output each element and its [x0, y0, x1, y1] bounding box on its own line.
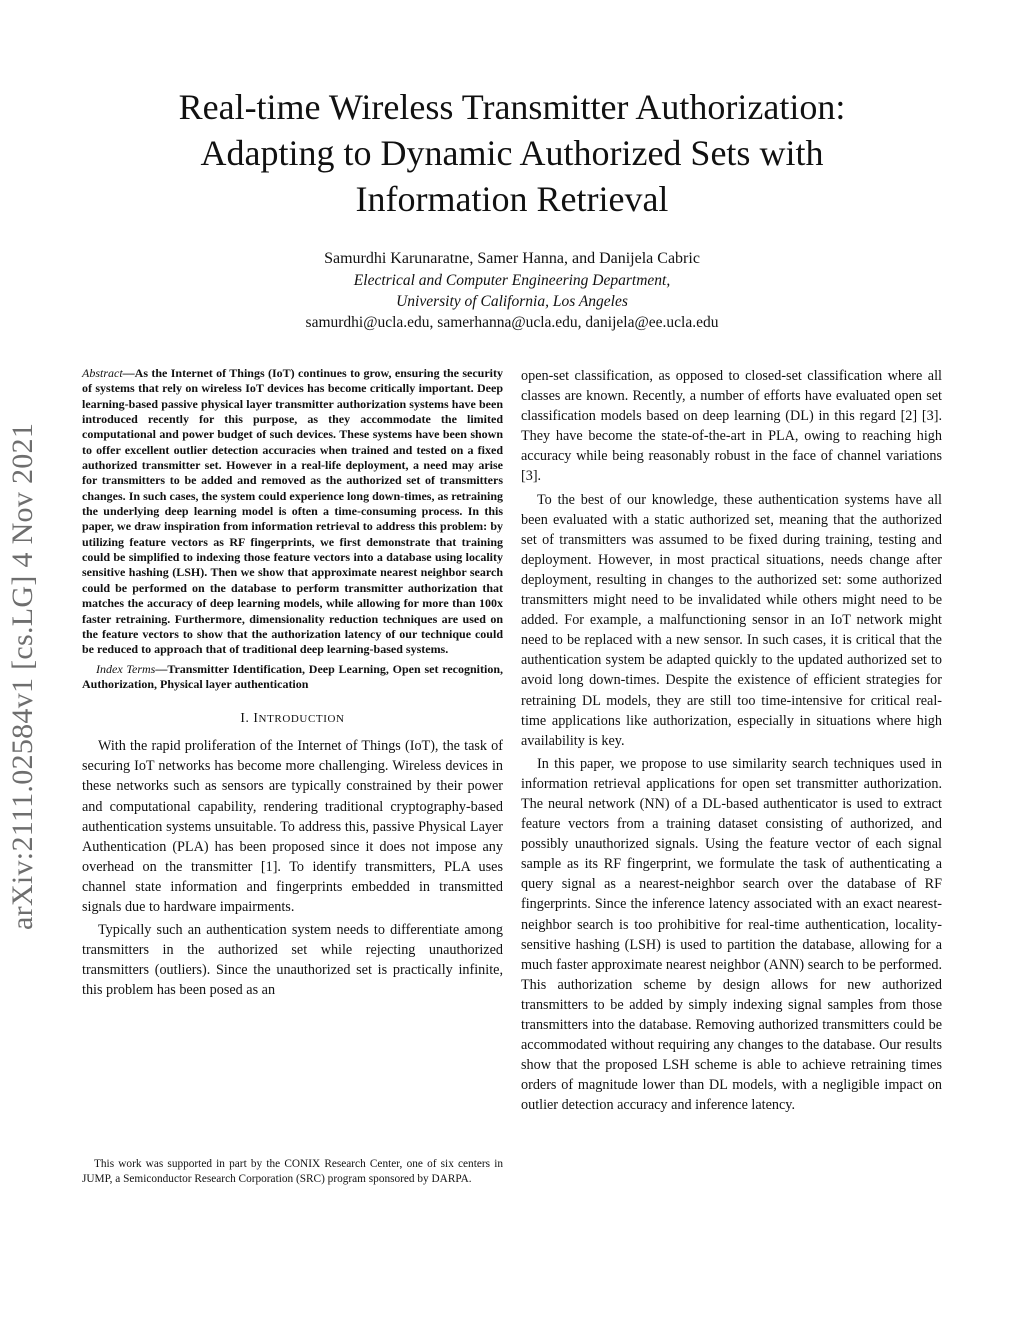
- right-column: [521, 366, 942, 1115]
- affiliation-line: Electrical and Computer Engineering Department,: [353, 272, 671, 289]
- abstract: [82, 366, 503, 658]
- footnote: This work was supported in part by the CONIX Research Center, one of six centers in JUMP, a Semiconductor Research Corporation (SRC) program sponsored by DARPA.: [82, 1158, 503, 1185]
- arxiv-stamp: arXiv:2111.02584v1 [cs.LG] 4 Nov 2021: [6, 422, 39, 930]
- title-line: Information Retrieval: [355, 179, 669, 219]
- left-column: [82, 366, 503, 1000]
- body-paragraph: In this paper, we propose to use similarity search techniques used in information retrieval applications for open set transmitter authorization. The neural network (NN) of a DL-based authenticator is used to extract feature vectors from a training dataset consisting of authorized, and possibly unauthorized signals. Using the feature vector of each signal sample as its RF fingerprint, we formulate the task of authenticating a query signal as a nearest-neighbor search over the database of RF fingerprints. Since the inference latency associated with an exact nearest-neighbor search is too prohibitive for real-time authentication, locality-sensitive hashing (LSH) is used to partition the database, allowing for a much faster approximate nearest neighbor (ANN) search to be performed. This authorization scheme by design allows for new authorized transmitters to be added by simply indexing signal samples from those transmitters into the database. Removing authorized transmitters could be accommodated without requiring any changes to the database. Our results show that the proposed LSH scheme is able to achieve retraining times orders of magnitude lower than DL models, with a negligible impact on outlier detection accuracy and inference latency.: [521, 755, 942, 1114]
- title-line: Real-time Wireless Transmitter Authorization:: [178, 87, 846, 127]
- body-paragraph: Typically such an authentication system needs to differentiate among transmitters in the authorized set while rejecting unauthorized transmitters (outliers). Since the unauthorized set is practically infinite, this problem has been posed as an: [82, 922, 503, 999]
- section-numeral: I. I: [240, 710, 259, 726]
- body-paragraph: open-set classification, as opposed to closed-set classification where all classes are known. Recently, a number of efforts have evaluated open set classification models based on deep learning (DL) in this regard [2] [3]. They have become the state-of-the-art in PLA, owing to reaching high accuracy while being reasonably robust in the face of channel variations [3].: [521, 368, 942, 485]
- abstract-text: —As the Internet of Things (IoT) continues to grow, ensuring the security of systems that rely on wireless IoT devices has become critically important. Deep learning-based passive physical layer transmitter authorization systems have been introduced recently for this purpose, as they accommodate the limited computational and power budget of such devices. These systems have been shown to offer excellent outlier detection accuracies when trained and tested on a fixed authorized transmitter set. However in a real-life deployment, a need may arise for transmitters to be added and removed as the authorized set of transmitters changes. In such cases, the system could experience long down-times, as retraining the underlying deep learning model is often a time-consuming process. In this paper, we draw inspiration from information retrieval to address this problem: by utilizing feature vectors as RF fingerprints, we first demonstrate that training could be simplified to indexing those feature vectors into a database using locality sensitive hashing (LSH). Then we show that approximate nearest neighbor search could be performed on the database to perform transmitter authorization that matches the accuracy of deep learning models, while allowing for more than 100x faster retraining. Furthermore, dimensionality reduction techniques are used on the feature vectors to show that the authorization latency of our technique could be reduced to approach that of traditional deep learning-based systems.: [82, 366, 503, 657]
- index-terms: [82, 662, 503, 693]
- body-paragraph: With the rapid proliferation of the Internet of Things (IoT), the task of securing IoT networks has become more challenging. Wireless devices in these networks such as sensors are typically constrained by their power and computational capability, rendering traditional cryptography-based authentication systems unsuitable. To address this, passive Physical Layer Authentication (PLA) has been proposed since it does not impose any overhead on the transmitter [1]. To identify transmitters, PLA uses channel state information and fingerprints embedded in transmitted signals due to hardware impairments.: [82, 738, 503, 915]
- section-heading-introduction: [82, 710, 503, 726]
- index-terms-text: —Transmitter Identification, Deep Learning, Open set recognition, Authorization, Physical layer authentication: [82, 661, 503, 691]
- body-paragraph: To the best of our knowledge, these authentication systems have all been evaluated with a static authorized set, meaning that the authorized set of transmitters was assumed to be fixed during training, testing and deployment. However, in most practical situations, needs change after deployment, resulting in changes to the authorized set: some authorized transmitters might need to be invalidated while others might need to be added. For example, a malfunctioning sensor in an IoT network might need to be replaced with a new sensor. In such cases, it is critical that the authentication system be adapted quickly to the updated authorized set to avoid long down-times. Despite the existence of efficient strategies for retraining DL models, they are still too time-intensive for critical real-time applications like authorization, especially in situations where high availability is key.: [521, 491, 942, 749]
- abstract-label: Abstract: [82, 366, 123, 380]
- author-block: [100, 248, 924, 333]
- section-title: NTRODUCTION: [258, 713, 345, 726]
- author-names: Samurdhi Karunaratne, Samer Hanna, and Danijela Cabric: [324, 250, 700, 267]
- title-line: Adapting to Dynamic Authorized Sets with: [200, 133, 824, 173]
- index-terms-label: Index Terms: [96, 661, 156, 676]
- affiliation-line: University of California, Los Angeles: [396, 293, 628, 310]
- author-emails: samurdhi@ucla.edu, samerhanna@ucla.edu, danijela@ee.ucla.edu: [305, 314, 719, 331]
- paper-title: [100, 84, 924, 222]
